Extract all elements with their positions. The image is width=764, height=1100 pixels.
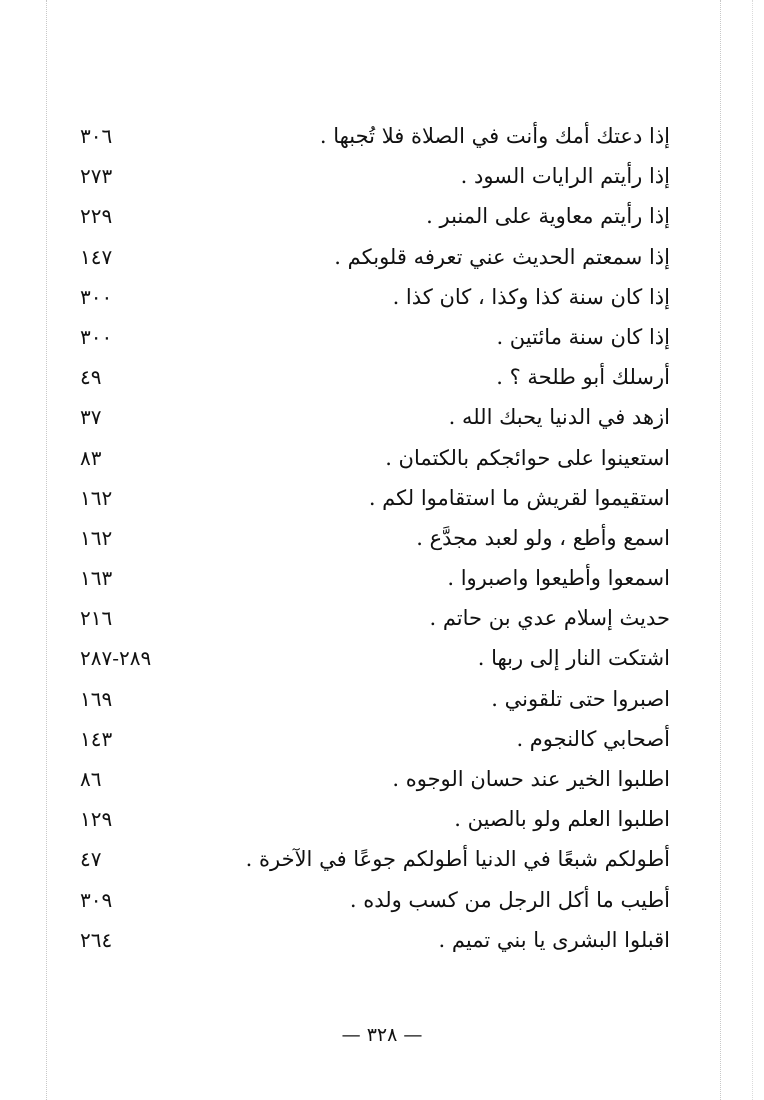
index-entry <box>80 478 670 518</box>
index-entry <box>80 880 670 920</box>
entry-text: اطلبوا الخير عند حسان الوجوه . <box>392 767 670 791</box>
entry-page-ref: ١٦٢ <box>80 485 113 510</box>
index-entry <box>80 237 670 277</box>
entry-page-ref: ١٤٧ <box>80 244 113 269</box>
index-entry <box>80 156 670 196</box>
entry-text: إذا دعتك أمك وأنت في الصلاة فلا تُجبها . <box>319 124 670 148</box>
entry-text: إذا كان سنة مائتين . <box>496 324 670 349</box>
page-number: — ٣٢٨ — <box>341 1024 423 1046</box>
entry-page-ref: ٢٧٣ <box>80 164 113 189</box>
scan-artifact-line <box>46 0 47 1100</box>
index-entry <box>80 598 670 638</box>
entry-text: اسمعوا وأطيعوا واصبروا . <box>447 566 670 591</box>
entry-page-ref: ٣٠٩ <box>80 887 113 912</box>
entry-page-ref: ١٤٣ <box>80 726 113 751</box>
entry-page-ref: ٤٩ <box>80 365 102 390</box>
entry-text: استقيموا لقريش ما استقاموا لكم . <box>368 485 670 510</box>
index-entry <box>80 638 670 678</box>
entry-text: ازهد في الدنيا يحبك الله . <box>448 405 670 430</box>
entry-text: اطلبوا العلم ولو بالصين . <box>454 807 670 832</box>
scan-artifact-line <box>752 0 753 1100</box>
entry-text: إذا كان سنة كذا وكذا ، كان كذا . <box>392 284 670 309</box>
index-entry <box>80 196 670 236</box>
index-entry <box>80 839 670 879</box>
entry-text: أرسلك أبو طلحة ؟ . <box>496 365 670 390</box>
index-entry <box>80 518 670 558</box>
entry-text: اصبروا حتى تلقوني . <box>491 686 670 711</box>
entry-text: اشتكت النار إلى ربها . <box>477 646 670 671</box>
entry-page-ref: ٢٢٩ <box>80 204 113 229</box>
entry-page-ref: ١٦٢ <box>80 525 113 550</box>
index-entry <box>80 558 670 598</box>
entry-page-ref: ٨٦ <box>80 767 102 791</box>
entry-text: أطيب ما أكل الرجل من كسب ولده . <box>349 887 670 912</box>
entry-text: حديث إسلام عدي بن حاتم . <box>429 606 670 631</box>
entry-page-ref: ٢٨٩-٢٨٧ <box>80 646 152 671</box>
index-entry <box>80 277 670 317</box>
index-entry <box>80 438 670 478</box>
entry-page-ref: ٣٧ <box>80 405 102 430</box>
index-entry <box>80 719 670 759</box>
entry-page-ref: ٣٠٠ <box>80 324 113 349</box>
entry-page-ref: ١٦٩ <box>80 686 113 711</box>
entry-page-ref: ٢٦٤ <box>80 927 113 952</box>
entry-page-ref: ٨٣ <box>80 445 102 470</box>
index-entry <box>80 920 670 960</box>
entry-page-ref: ٣٠٠ <box>80 284 113 309</box>
index-entry <box>80 799 670 839</box>
entry-page-ref: ١٦٣ <box>80 566 113 591</box>
entry-text: إذا رأيتم معاوية على المنبر . <box>426 204 670 229</box>
entry-page-ref: ٢١٦ <box>80 606 113 631</box>
entry-text: اسمع وأطع ، ولو لعبد مجدَّع . <box>416 525 670 550</box>
index-entry <box>80 357 670 397</box>
entry-page-ref: ٤٧ <box>80 847 102 872</box>
scan-artifact-line <box>720 0 721 1100</box>
index-entry <box>80 116 670 156</box>
entry-text: إذا سمعتم الحديث عني تعرفه قلوبكم . <box>334 244 670 269</box>
entry-text: استعينوا على حوائجكم بالكتمان . <box>385 445 670 470</box>
index-entry <box>80 759 670 799</box>
hadith-index-list <box>80 116 670 960</box>
entry-text: إذا رأيتم الرايات السود . <box>460 164 670 189</box>
entry-text: أصحابي كالنجوم . <box>516 726 670 751</box>
index-entry <box>80 397 670 437</box>
entry-text: أطولكم شبعًا في الدنيا أطولكم جوعًا في الآخرة . <box>245 847 670 872</box>
entry-text: اقبلوا البشرى يا بني تميم . <box>438 927 670 952</box>
index-entry <box>80 317 670 357</box>
entry-page-ref: ٣٠٦ <box>80 124 113 148</box>
entry-page-ref: ١٢٩ <box>80 807 113 832</box>
index-entry <box>80 679 670 719</box>
